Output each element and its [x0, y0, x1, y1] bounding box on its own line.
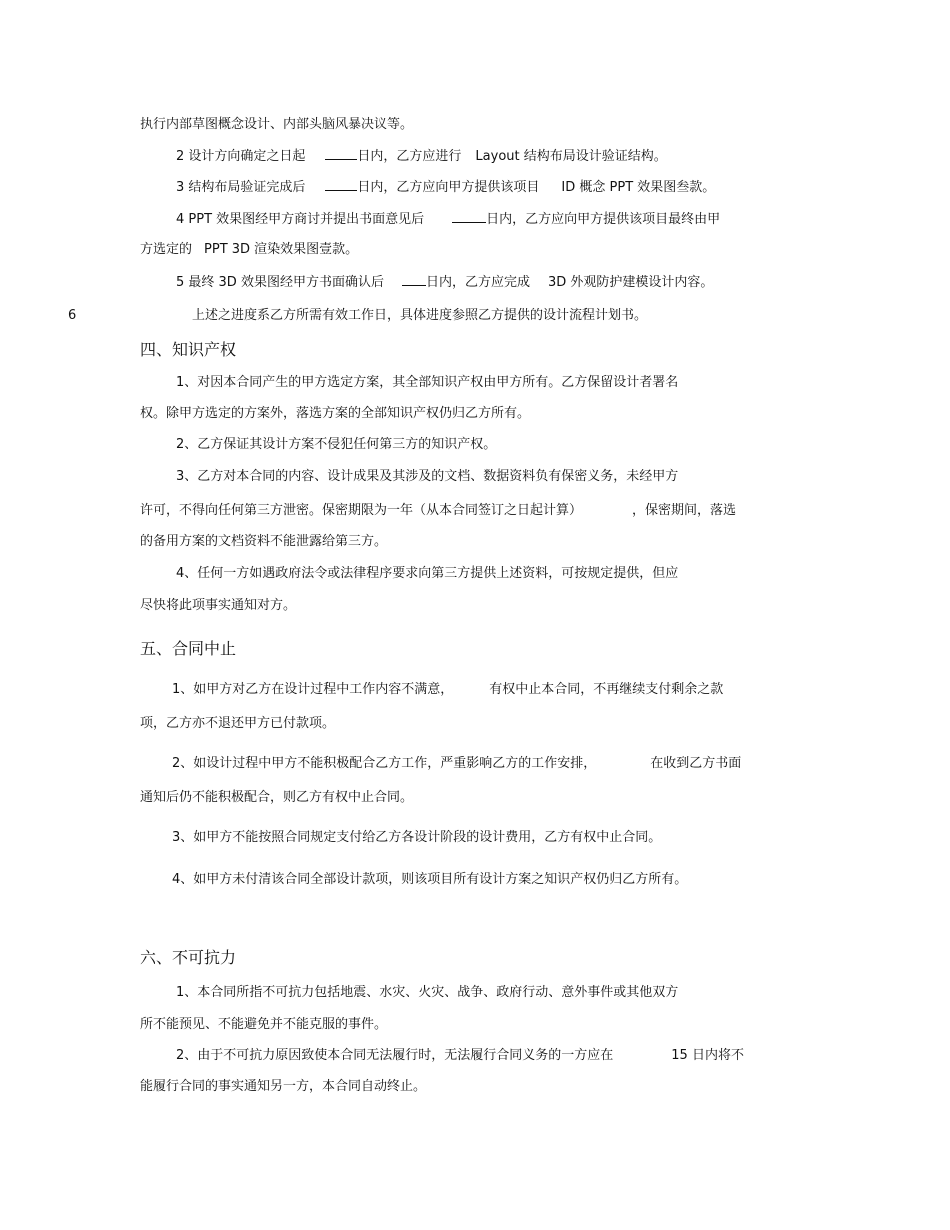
paragraph-line: 执行内部草图概念设计、内部头脑风暴决议等。: [140, 117, 414, 132]
text: 3D 外观防护建模设计内容。: [547, 275, 714, 290]
schedule-item-4: [176, 210, 720, 229]
ip-clause-4: 4、任何一方如遇政府法令或法律程序要求向第三方提供上述资料，可按规定提供，但应: [176, 566, 679, 581]
termination-clause-4: 4、如甲方未付清该合同全部设计款项，则该项目所有设计方案之知识产权仍归乙方所有。: [172, 872, 688, 887]
text: 日内，乙方应向甲方提供该项目最终由甲: [486, 212, 721, 227]
force-majeure-clause-2: [176, 1047, 744, 1065]
blank-field: [452, 210, 486, 223]
ip-clause-3-cont: [140, 502, 736, 520]
blank-field: [325, 147, 357, 160]
text: 1、如甲方对乙方在设计过程中工作内容不满意，: [172, 682, 454, 697]
blank-field: [325, 178, 357, 191]
text: 日内，乙方应向甲方提供该项目: [357, 180, 540, 195]
schedule-item-2: [176, 147, 667, 166]
termination-clause-1: [172, 681, 723, 699]
ip-clause-3: 3、乙方对本合同的内容、设计成果及其涉及的文档、数据资料负有保密义务，未经甲方: [176, 469, 679, 484]
text: 2、由于不可抗力原因致使本合同无法履行时，无法履行合同义务的一方应在: [176, 1048, 614, 1063]
text: 许可，不得向任何第三方泄密。保密期限为一年（从本合同签订之日起计算）: [140, 503, 583, 518]
text: 在收到乙方书面: [650, 756, 742, 771]
ip-clause-1-cont: 权。除甲方选定的方案外，落选方案的全部知识产权仍归乙方所有。: [140, 406, 531, 421]
ip-clause-4-cont: 尽快将此项事实通知对方。: [140, 598, 297, 613]
text: ID 概念 PPT 效果图叁款。: [561, 180, 716, 195]
section-heading-termination: 五、合同中止: [140, 639, 237, 658]
schedule-note: 上述之进度系乙方所需有效工作日，具体进度参照乙方提供的设计流程计划书。: [192, 308, 648, 323]
text: 日内，乙方应进行: [357, 149, 462, 164]
ip-clause-3-cont2: 的备用方案的文档资料不能泄露给第三方。: [140, 534, 388, 549]
ip-clause-2: 2、乙方保证其设计方案不侵犯任何第三方的知识产权。: [176, 437, 497, 452]
text: PPT 3D 渲染效果图壹款。: [204, 242, 359, 257]
termination-clause-2-cont: 通知后仍不能积极配合，则乙方有权中止合同。: [140, 790, 414, 805]
force-majeure-clause-1: 1、本合同所指不可抗力包括地震、水灾、火灾、战争、政府行动、意外事件或其他双方: [176, 985, 679, 1000]
text: 有权中止本合同，不再继续支付剩余之款: [489, 682, 724, 697]
blank-field: [402, 273, 426, 286]
text: 4 PPT 效果图经甲方商讨并提出书面意见后: [176, 212, 425, 227]
text: 15 日内将不: [671, 1048, 744, 1063]
text: ，保密期间，落选: [632, 503, 737, 518]
text: 5 最终 3D 效果图经甲方书面确认后: [176, 275, 384, 290]
termination-clause-1-cont: 项，乙方亦不退还甲方已付款项。: [140, 716, 336, 731]
text: 方选定的: [140, 242, 193, 257]
text: 2、如设计过程中甲方不能积极配合乙方工作，严重影响乙方的工作安排，: [172, 756, 597, 771]
section-heading-ip: 四、知识产权: [140, 340, 237, 359]
ip-clause-1: 1、对因本合同产生的甲方选定方案，其全部知识产权由甲方所有。乙方保留设计者署名: [176, 375, 679, 390]
section-heading-force-majeure: 六、不可抗力: [140, 948, 237, 967]
text: 日内，乙方应完成: [425, 275, 530, 290]
item-number-6: 6: [68, 308, 77, 323]
schedule-item-5: [176, 273, 713, 292]
text: 2 设计方向确定之日起: [176, 149, 306, 164]
text: Layout 结构布局设计验证结构。: [475, 149, 667, 164]
schedule-item-3: [176, 178, 715, 197]
termination-clause-3: 3、如甲方不能按照合同规定支付给乙方各设计阶段的设计费用，乙方有权中止合同。: [172, 830, 662, 845]
termination-clause-2: [172, 755, 741, 773]
text: 3 结构布局验证完成后: [176, 180, 306, 195]
schedule-item-4-cont: [140, 241, 358, 259]
force-majeure-clause-2-cont: 能履行合同的事实通知另一方，本合同自动终止。: [140, 1079, 427, 1094]
force-majeure-clause-1-cont: 所不能预见、不能避免并不能克服的事件。: [140, 1017, 388, 1032]
